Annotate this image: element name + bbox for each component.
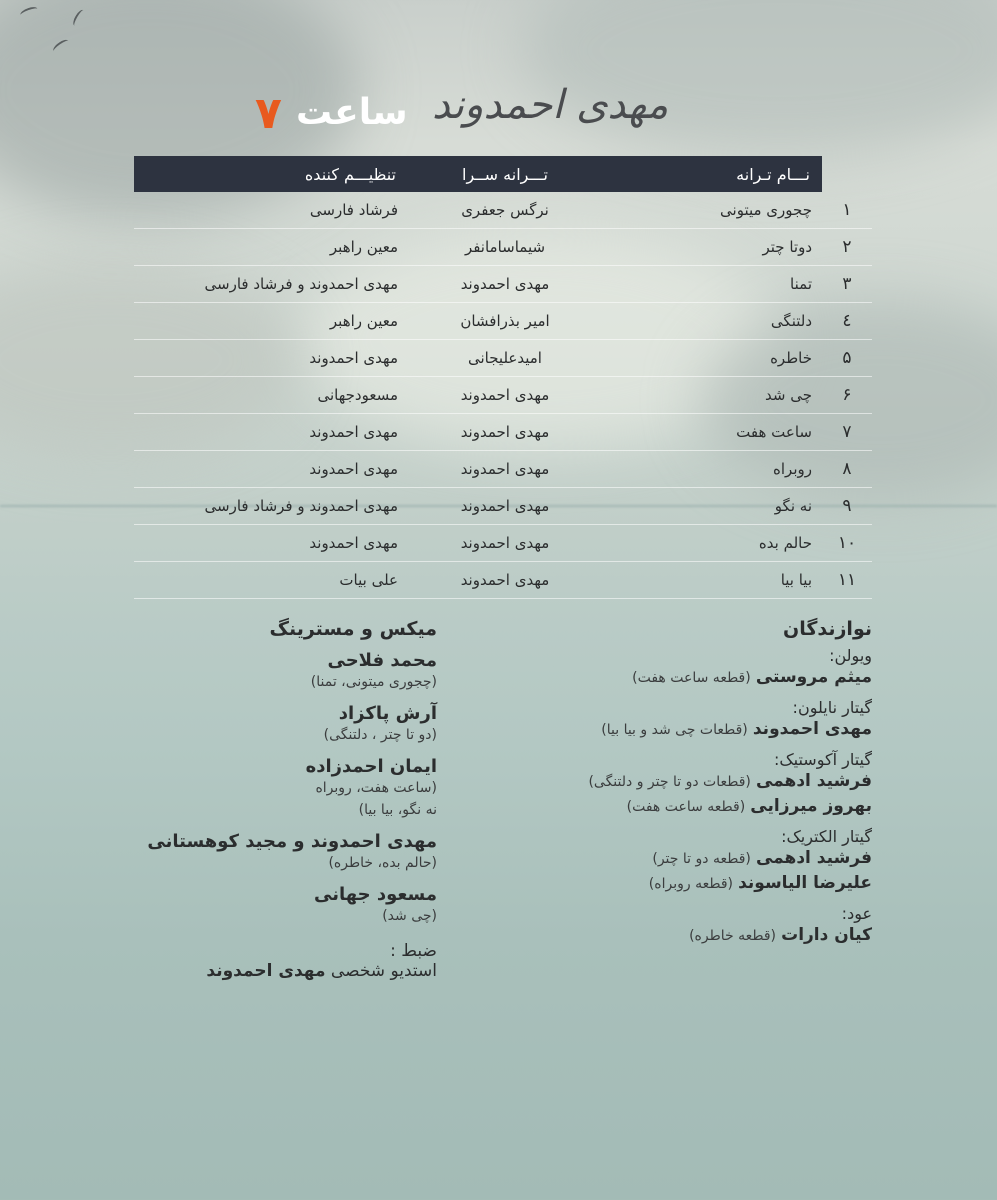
track-lyricist: امیدعلیجانی <box>408 340 602 377</box>
instrument-group <box>452 904 872 948</box>
mix-engineer-name: آرش پاکزاد <box>338 703 437 724</box>
track-number: ۸ <box>822 451 872 488</box>
musician-note: (قطعات چی شد و بیا بیا) <box>601 722 748 738</box>
instrument-label: گیتار نایلون: <box>792 698 872 717</box>
track-title: نه نگو <box>602 488 822 525</box>
table-row <box>134 451 872 488</box>
header-arranger: تنظیـــم کننده <box>134 156 408 192</box>
instrument-label: گیتار آکوستیک: <box>773 750 872 769</box>
header-song: نـــام تـرانه <box>602 156 822 192</box>
track-lyricist: مهدی احمدوند <box>408 451 602 488</box>
track-arranger: مهدی احمدوند و فرشاد فارسی <box>134 488 408 525</box>
track-number: ۱۰ <box>822 525 872 562</box>
track-lyricist: مهدی احمدوند <box>408 377 602 414</box>
musician-entry <box>452 717 872 742</box>
mix-engineer-note: (چجوری میتونی، تمنا) <box>310 674 437 690</box>
recording-line <box>137 961 437 981</box>
musicians-section <box>452 618 872 956</box>
table-row <box>134 488 872 525</box>
track-number: ۳ <box>822 266 872 303</box>
header-number <box>822 156 872 192</box>
table-row <box>134 414 872 451</box>
musician-note: (قطعه ساعت هفت) <box>632 670 751 686</box>
recording-label: ضبط : <box>390 941 437 961</box>
instrument-label: ویولن: <box>829 646 872 665</box>
instrument-group <box>452 827 872 896</box>
tracklist-table <box>134 156 872 599</box>
mix-engineer-note: (چی شد) <box>382 908 437 924</box>
musicians-heading: نوازندگان <box>782 618 872 640</box>
track-arranger: علی بیات <box>134 562 408 599</box>
track-arranger: مهدی احمدوند <box>134 525 408 562</box>
table-row <box>134 192 872 229</box>
mixing-heading: میکس و مسترینگ <box>269 618 437 640</box>
recording-prefix: استدیو شخصی <box>330 961 437 981</box>
musician-note: (قطعه روبراه) <box>648 876 733 892</box>
artist-name: مهدی احمدوند <box>432 82 669 128</box>
instrument-group <box>452 698 872 742</box>
track-arranger: مسعودجهانی <box>134 377 408 414</box>
musician-name: فرشید ادهمی <box>755 771 872 791</box>
table-row <box>134 562 872 599</box>
track-title: چجوری میتونی <box>602 192 822 229</box>
table-row <box>134 229 872 266</box>
table-row <box>134 266 872 303</box>
track-arranger: مهدی احمدوند و فرشاد فارسی <box>134 266 408 303</box>
track-title: چی شد <box>602 377 822 414</box>
musician-name: بهروز میرزایی <box>750 796 872 816</box>
album-number: ۷ <box>255 88 282 139</box>
track-number: ۱۱ <box>822 562 872 599</box>
table-row <box>134 340 872 377</box>
track-number: ۷ <box>822 414 872 451</box>
track-arranger: معین راهبر <box>134 303 408 340</box>
track-number: ٤ <box>822 303 872 340</box>
track-title: خاطره <box>602 340 822 377</box>
mix-engineer-name: مهدی احمدوند و مجید کوهستانی <box>147 831 437 852</box>
mix-engineer-name: محمد فلاحی <box>327 650 437 671</box>
musician-entry <box>452 871 872 896</box>
instrument-label: عود: <box>841 904 872 923</box>
track-title: ساعت هفت <box>602 414 822 451</box>
musician-entry <box>452 769 872 794</box>
musician-note: (قطعه خاطره) <box>689 928 777 944</box>
track-lyricist: نرگس جعفری <box>408 192 602 229</box>
mixing-section <box>137 618 437 981</box>
mix-engineer-note: نه نگو، بیا بیا) <box>358 802 437 818</box>
header-lyricist: تـــرانه ســرا <box>408 156 602 192</box>
track-title: تمنا <box>602 266 822 303</box>
track-lyricist: مهدی احمدوند <box>408 414 602 451</box>
instrument-group <box>452 750 872 819</box>
mix-engineer-name: ایمان احمدزاده <box>305 756 437 777</box>
track-arranger: مهدی احمدوند <box>134 414 408 451</box>
musician-name: میثم مروستی <box>755 667 872 687</box>
track-number: ۱ <box>822 192 872 229</box>
mix-engineer-note: (حالم بده، خاطره) <box>328 855 437 871</box>
instrument-group <box>452 646 872 690</box>
recording-name: مهدی احمدوند <box>206 961 326 981</box>
track-lyricist: مهدی احمدوند <box>408 488 602 525</box>
track-arranger: معین راهبر <box>134 229 408 266</box>
musician-name: علیرضا الیاسوند <box>738 873 872 893</box>
track-number: ۲ <box>822 229 872 266</box>
track-title: بیا بیا <box>602 562 822 599</box>
mix-engineer-note: (دو تا چتر ، دلتنگی) <box>323 727 437 743</box>
table-header-row <box>134 156 872 192</box>
musician-entry <box>452 794 872 819</box>
musician-note: (قطعه ساعت هفت) <box>626 799 746 815</box>
track-arranger: مهدی احمدوند <box>134 340 408 377</box>
album-title <box>0 78 997 138</box>
mix-engineer-note: (ساعت هفت، روبراه <box>315 780 437 796</box>
musician-entry <box>452 923 872 948</box>
track-lyricist: شیماسامانفر <box>408 229 602 266</box>
track-title: حالم بده <box>602 525 822 562</box>
table-row <box>134 525 872 562</box>
musician-entry <box>452 665 872 690</box>
track-number: ۹ <box>822 488 872 525</box>
track-title: دوتا چتر <box>602 229 822 266</box>
musician-name: کیان دارات <box>781 925 872 945</box>
instrument-label: گیتار الکتریک: <box>781 827 872 846</box>
table-row <box>134 303 872 340</box>
musician-name: مهدی احمدوند <box>752 719 872 739</box>
track-arranger: مهدی احمدوند <box>134 451 408 488</box>
track-number: ۵ <box>822 340 872 377</box>
musician-entry <box>452 846 872 871</box>
table-row <box>134 377 872 414</box>
musician-name: فرشید ادهمی <box>755 848 872 868</box>
track-arranger: فرشاد فارسی <box>134 192 408 229</box>
track-lyricist: مهدی احمدوند <box>408 266 602 303</box>
track-lyricist: امیر بذرافشان <box>408 303 602 340</box>
musician-note: (قطعات دو تا چتر و دلتنگی) <box>588 774 751 790</box>
track-title: روبراه <box>602 451 822 488</box>
track-lyricist: مهدی احمدوند <box>408 525 602 562</box>
mix-engineer-name: مسعود جهانی <box>314 884 437 905</box>
musician-note: (قطعه دو تا چتر) <box>652 851 751 867</box>
track-title: دلتنگی <box>602 303 822 340</box>
track-lyricist: مهدی احمدوند <box>408 562 602 599</box>
album-name: ساعت <box>296 92 408 133</box>
track-number: ۶ <box>822 377 872 414</box>
